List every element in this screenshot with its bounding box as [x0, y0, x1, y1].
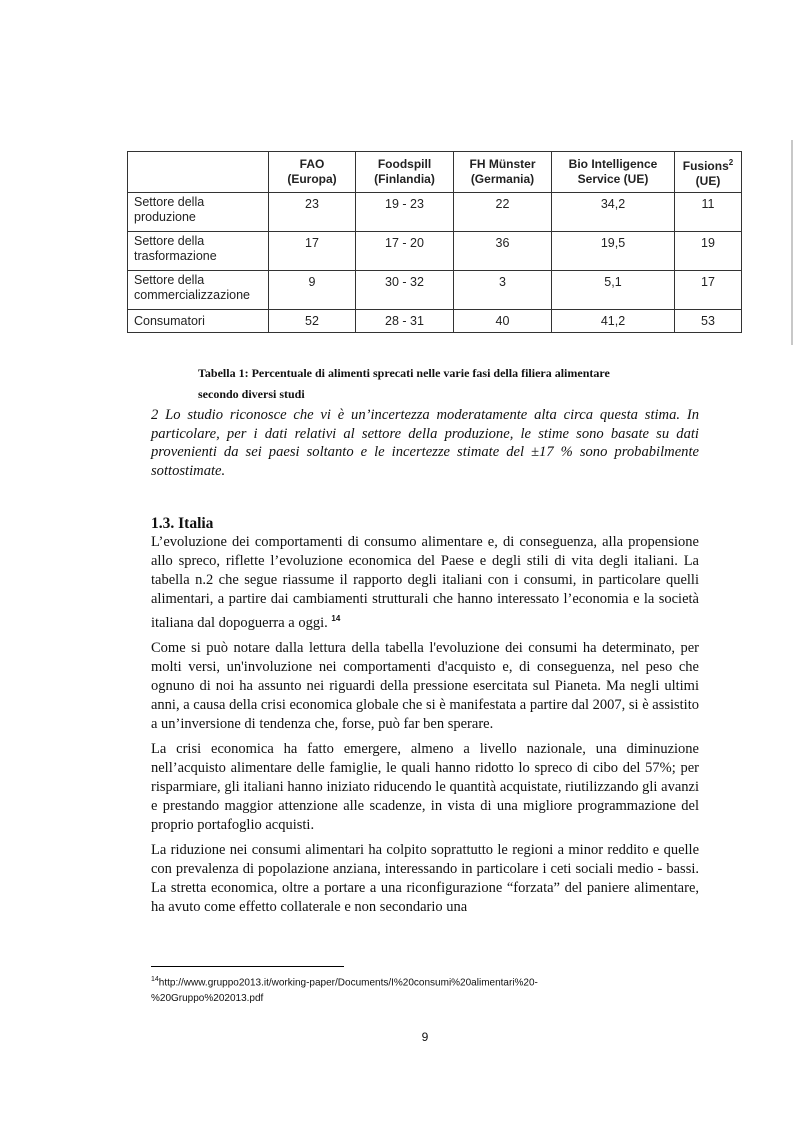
table-header-fh-munster: FH Münster (Germania) [454, 152, 552, 193]
paragraph: La riduzione nei consumi alimentari ha colpito soprattutto le regioni a minor reddito e quelle con prevalenza di popolazione anziana, interessando in particolare i ceti sociali medio - bassi. La stretta economica, oltre a portare a una riconfigurazione “forzata” del paniere alimentare, ha avuto come effetto collaterale e non secondario una [151, 841, 699, 915]
table-caption [198, 363, 678, 405]
footnote-separator [151, 966, 344, 967]
cell-value: 52 [269, 310, 356, 333]
table-header-row [128, 152, 742, 193]
cell-value: 41,2 [552, 310, 675, 333]
section-heading: 1.3. Italia [151, 515, 214, 532]
footnote-number: 14 [151, 976, 159, 983]
footnote-url[interactable]: http://www.gruppo2013.it/working-paper/Documents/I%20consumi%20alimentari%20- [158, 977, 538, 989]
table-header-fao: FAO (Europa) [269, 152, 356, 193]
cell-value: 19 [675, 232, 742, 271]
cell-value: 3 [454, 271, 552, 310]
cell-value: 17 [269, 232, 356, 271]
table-header-foodspill: Foodspill (Finlandia) [356, 152, 454, 193]
row-label: Settore della trasformazione [128, 232, 269, 271]
cell-value: 36 [454, 232, 552, 271]
footnote [151, 972, 699, 1007]
cell-value: 53 [675, 310, 742, 333]
footnote-line[interactable] [151, 972, 699, 991]
table-row [128, 232, 742, 271]
table-row [128, 310, 742, 333]
table-header-empty [128, 152, 269, 193]
cell-value: 17 - 20 [356, 232, 454, 271]
paragraph: Come si può notare dalla lettura della tabella l'evoluzione dei consumi ha determinato, per molti versi, un'involuzione nei comportamenti d'acquisto e, di conseguenza, nel peso che ognuno di noi ha assunto nei riguardi della pressione esercitata sul Pianeta. Ma negli ultimi anni, a causa della crisi economica globale che si è manifestata a partire dal 2007, si è assistito a un’inversione di tendenza che, forse, può far ben sperare. [151, 639, 699, 732]
cell-value: 30 - 32 [356, 271, 454, 310]
cell-value: 11 [675, 193, 742, 232]
footnote-reference[interactable]: 14 [331, 614, 341, 623]
page-number: 9 [421, 1030, 429, 1044]
table-header-bio-intelligence: Bio Intelligence Service (UE) [552, 152, 675, 193]
table-header-fusions: Fusions$^2$ (UE) [675, 152, 742, 193]
table-footnote-note: 2 Lo studio riconosce che vi è un’incertezza moderatamente alta circa questa stima. In particolare, per i dati relativi al settore della produzione, le stime sono basate su dati provenienti da sei paesi soltanto e le incertezze stimate del ±17 % sono probabilmente sottostimate. [151, 407, 699, 480]
cell-value: 22 [454, 193, 552, 232]
cell-value: 5,1 [552, 271, 675, 310]
caption-line: Tabella 1: Percentuale di alimenti sprecati nelle varie fasi della filiera alimentare [198, 366, 610, 380]
paragraph: La crisi economica ha fatto emergere, almeno a livello nazionale, una diminuzione nell’acquisto alimentare delle famiglie, le quali hanno ridotto lo spreco di cibo del 57%; per risparmiare, gli italiani hanno iniziato riducendo le quantità acquistate, riutilizzando gli avanzi e prestando maggior attenzione alle scadenze, in vista di una migliore programmazione del proprio portafoglio acquisti. [151, 740, 699, 833]
section-body [151, 533, 699, 923]
row-label: Consumatori [128, 310, 269, 333]
paragraph: L’evoluzione dei comportamenti di consumo alimentare e, di conseguenza, alla propensione allo spreco, riflette l’evoluzione economica del Paese e degli stili di vita degli italiani. La tabella n.2 che segue riassume il rapporto degli italiani con i consumi, in particolare quelli alimentari, a partire dai cambiamenti strutturali che hanno interessato l’economia e la società italiana dal dopoguerra a oggi. $^{14}$ [151, 534, 699, 631]
page-edge-mark [791, 140, 793, 345]
footnote-line[interactable]: %20Gruppo%202013.pdf [151, 993, 264, 1005]
cell-value: 40 [454, 310, 552, 333]
row-label: Settore della commercializzazione [128, 271, 269, 310]
cell-value: 17 [675, 271, 742, 310]
cell-value: 9 [269, 271, 356, 310]
caption-line: secondo diversi studi [198, 387, 305, 401]
table-row [128, 193, 742, 232]
cell-value: 34,2 [552, 193, 675, 232]
cell-value: 19 - 23 [356, 193, 454, 232]
cell-value: 23 [269, 193, 356, 232]
food-waste-table [127, 151, 742, 333]
cell-value: 28 - 31 [356, 310, 454, 333]
cell-value: 19,5 [552, 232, 675, 271]
row-label: Settore della produzione [128, 193, 269, 232]
table-row [128, 271, 742, 310]
